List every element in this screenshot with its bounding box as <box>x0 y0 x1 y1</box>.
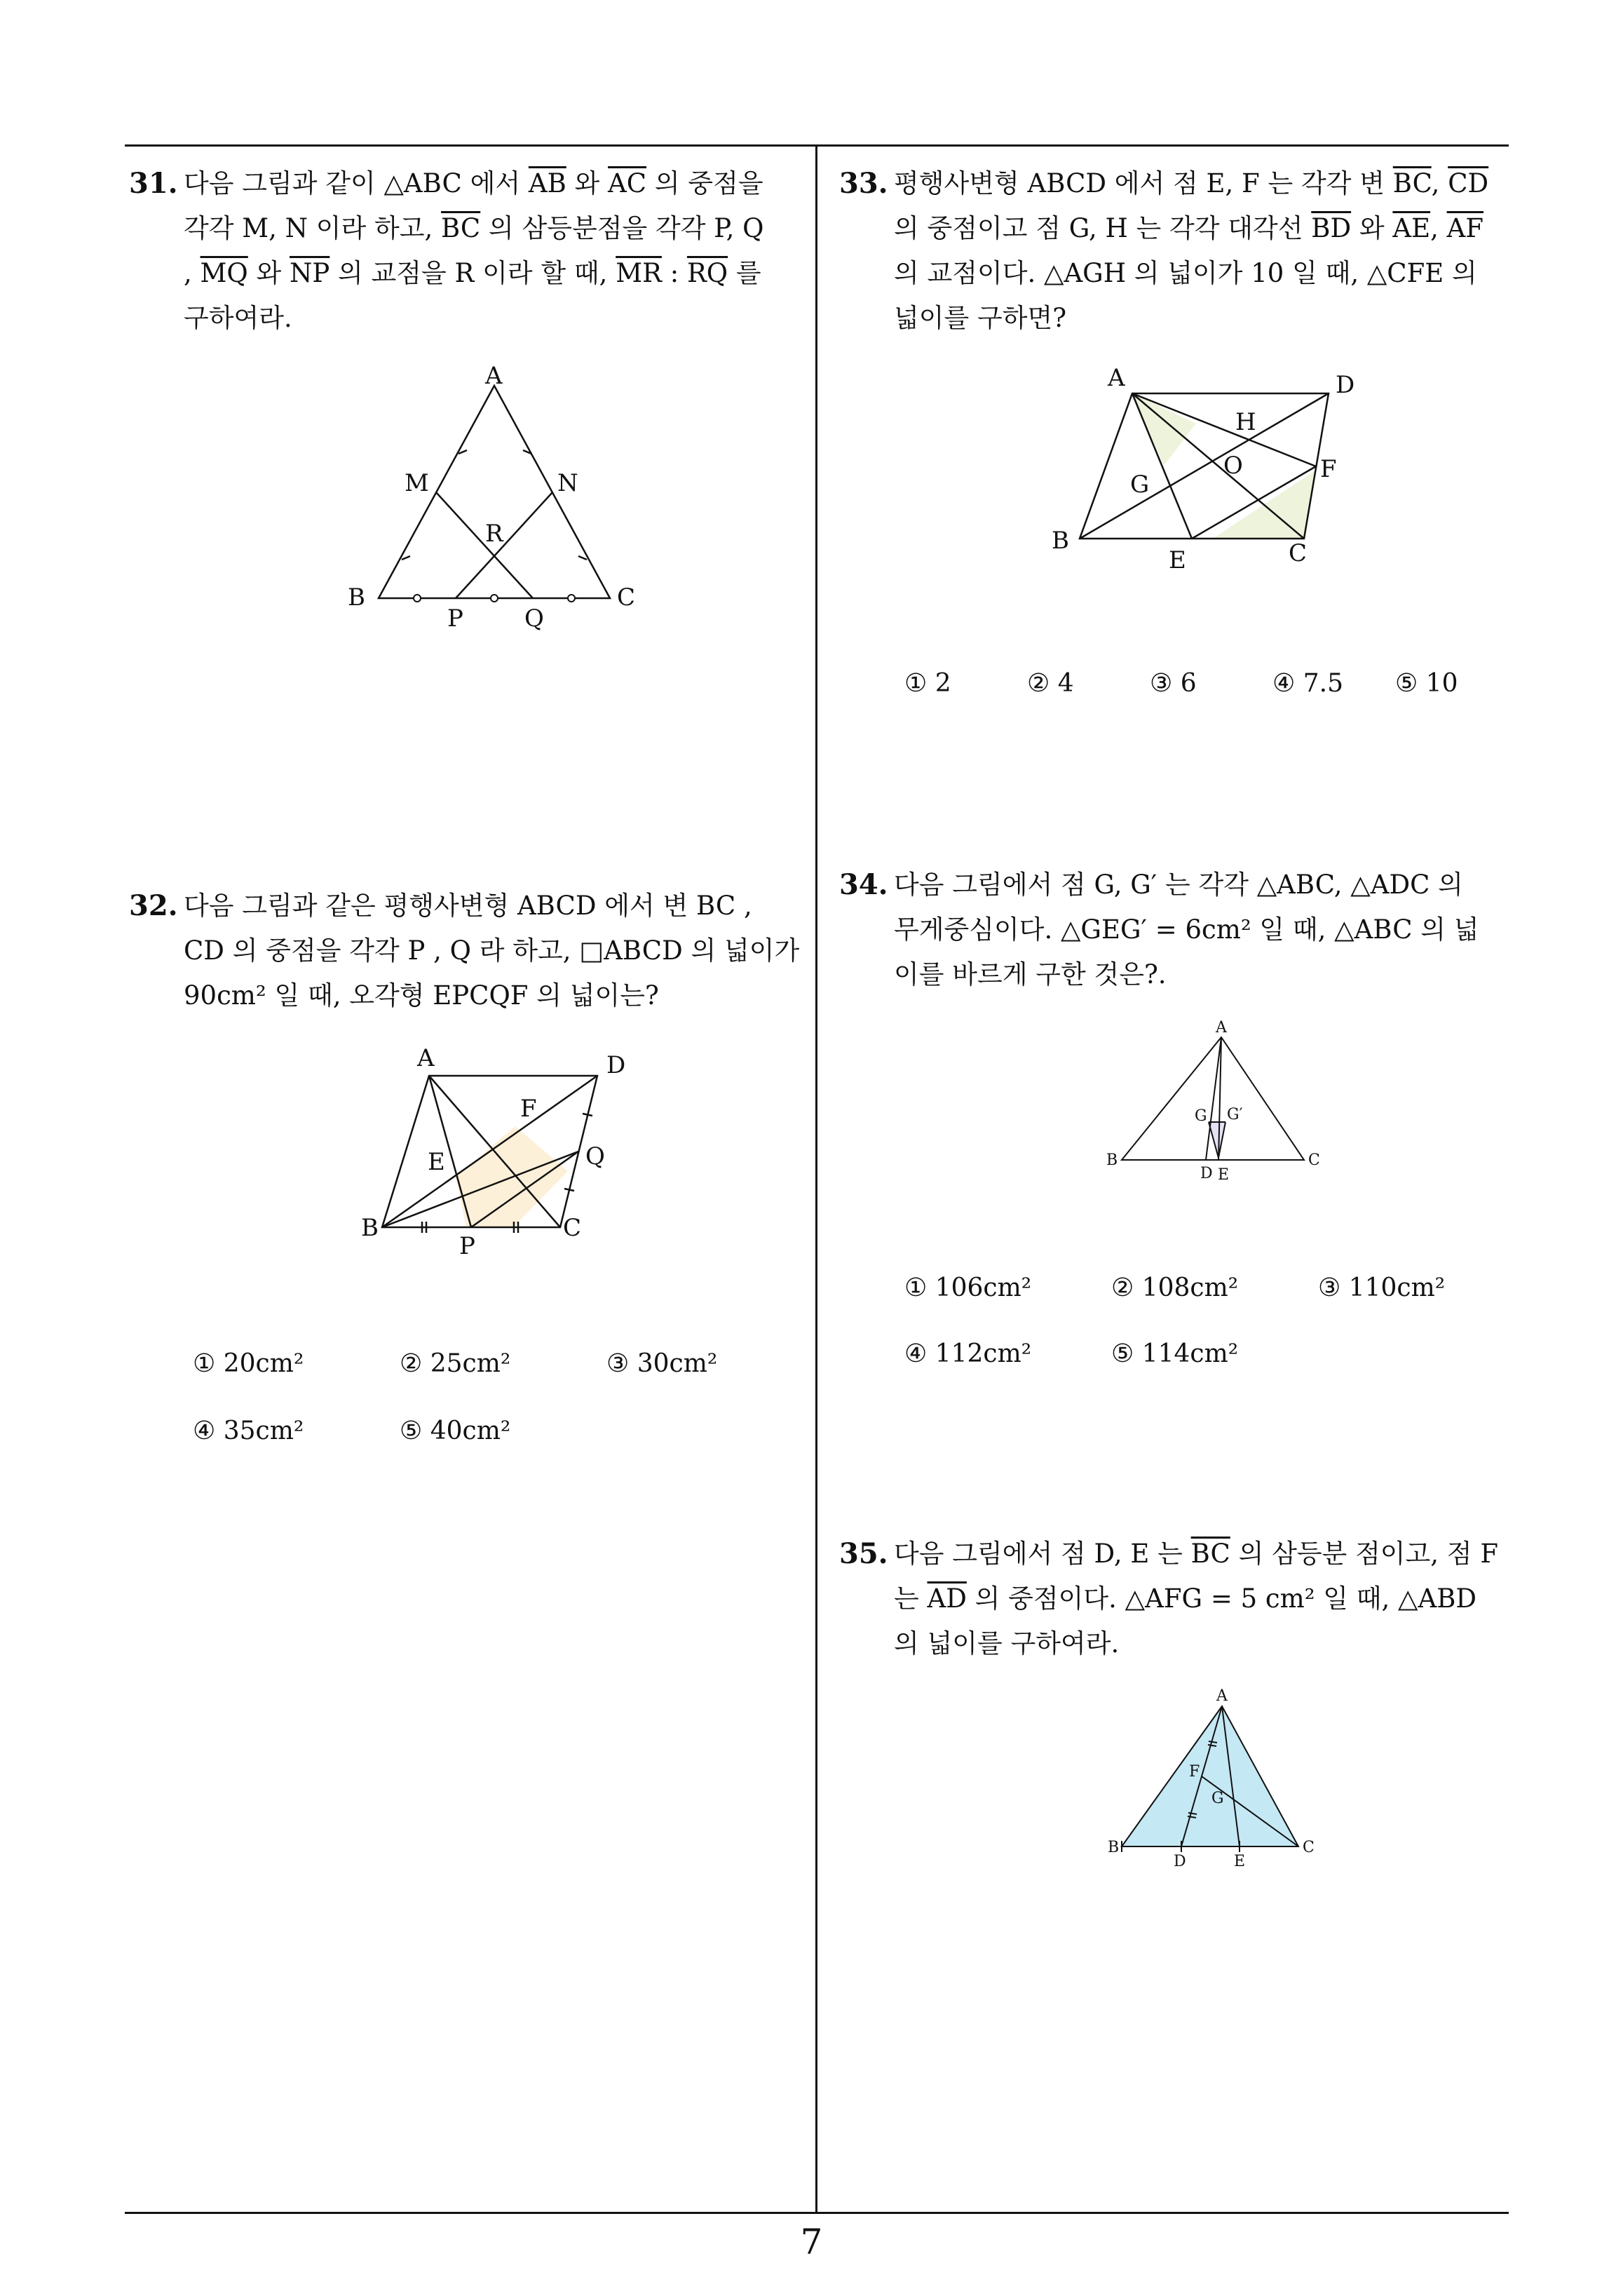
label-p: P <box>459 1232 475 1260</box>
choice-1[interactable]: ① 20cm² <box>193 1349 304 1378</box>
label-a: A <box>417 1044 435 1072</box>
question-text <box>184 884 808 1018</box>
question-35 <box>839 1532 1511 1666</box>
label-c: C <box>1308 1152 1320 1169</box>
question-line: CD 의 중점을 각각 P , Q 라 하고, □ABCD 의 넓이가 <box>184 936 800 966</box>
segment-name: $\overline{AF}$ <box>1446 213 1484 243</box>
choice-3[interactable]: ③ 110cm² <box>1318 1274 1446 1302</box>
segment-name: $\overline{AB}$ <box>528 168 566 198</box>
question-line: 는 $\overline{AD}$ 의 중점이다. △AFG = 5 cm² 일 때, △ABD <box>894 1583 1477 1614</box>
question-number: 35. <box>839 1537 888 1570</box>
question-line: 넓이를 구하면? <box>894 303 1067 333</box>
choice-3[interactable]: ③ 30cm² <box>606 1349 718 1378</box>
question-line: 의 교점이다. △AGH 의 넓이가 10 일 때, △CFE 의 <box>894 258 1477 288</box>
question-line: 다음 그림과 같이 △ABC 에서 $\overline{AB}$ 와 $\overline{AC}$ 의 중점을 <box>184 168 763 198</box>
choice-2[interactable]: ② 108cm² <box>1111 1274 1239 1302</box>
segment-name: $\overline{NP}$ <box>290 258 330 288</box>
label-o: O <box>1223 452 1243 480</box>
question-line: 각각 M, N 이라 하고, $\overline{BC}$ 의 삼등분점을 각각 P, Q <box>184 213 764 243</box>
choice-4[interactable]: ④ 35cm² <box>193 1417 304 1445</box>
label-a: A <box>485 362 503 390</box>
segment-name: $\overline{BC}$ <box>1190 1539 1230 1569</box>
label-q: Q <box>585 1142 605 1170</box>
label-d: D <box>1336 371 1355 399</box>
figure-35 <box>1101 1687 1318 1869</box>
choice-5[interactable]: ⑤ 40cm² <box>400 1417 511 1445</box>
label-c: C <box>1303 1839 1315 1856</box>
question-line: 다음 그림에서 점 D, E 는 $\overline{BC}$ 의 삼등분 점이고, 점 F <box>894 1539 1498 1569</box>
label-d: D <box>606 1051 626 1079</box>
label-b: B <box>1052 527 1069 555</box>
segment-name: $\overline{RQ}$ <box>686 258 728 288</box>
choice-1[interactable]: ① 2 <box>904 669 951 698</box>
label-h: H <box>1235 408 1256 436</box>
label-d: D <box>1174 1853 1186 1869</box>
figure-34 <box>1101 1017 1325 1192</box>
question-line: 평행사변형 ABCD 에서 점 E, F 는 각각 변 $\overline{BC}$, $\overline{CD}$ <box>894 168 1489 198</box>
question-31 <box>129 161 808 341</box>
segment-name: $\overline{CD}$ <box>1448 168 1489 198</box>
label-e: E <box>428 1148 445 1176</box>
label-g: G <box>1195 1107 1207 1125</box>
label-f: F <box>1320 455 1337 483</box>
question-line: 이를 바르게 구한 것은?. <box>894 959 1167 990</box>
page-number: 7 <box>800 2222 823 2262</box>
segment-name: $\overline{BD}$ <box>1311 213 1352 243</box>
segment-name: $\overline{AD}$ <box>927 1583 967 1614</box>
choice-4[interactable]: ④ 112cm² <box>904 1339 1032 1368</box>
question-line: 의 중점이고 점 G, H 는 각각 대각선 $\overline{BD}$ 와 $\overline{AE}$, $\overline{AF}$ <box>894 213 1484 243</box>
choice-2[interactable]: ② 25cm² <box>400 1349 511 1378</box>
label-r: R <box>485 520 503 548</box>
label-p: P <box>447 605 463 633</box>
label-f: F <box>520 1095 537 1123</box>
choice-3[interactable]: ③ 6 <box>1150 669 1197 698</box>
question-line: 다음 그림과 같은 평행사변형 ABCD 에서 변 BC , <box>184 891 752 921</box>
choice-1[interactable]: ① 106cm² <box>904 1274 1032 1302</box>
label-b: B <box>361 1214 379 1242</box>
segment-name: $\overline{MQ}$ <box>200 258 248 288</box>
question-text <box>184 161 808 341</box>
question-32 <box>129 884 808 1018</box>
label-b: B <box>1106 1152 1118 1169</box>
label-b: B <box>348 583 365 612</box>
label-g: G <box>1130 471 1150 499</box>
label-n: N <box>557 469 578 497</box>
segment-name: $\overline{MR}$ <box>616 258 662 288</box>
choice-2[interactable]: ② 4 <box>1027 669 1074 698</box>
question-text <box>894 863 1511 997</box>
segment-name: $\overline{BC}$ <box>441 213 481 243</box>
label-a: A <box>1216 1019 1227 1036</box>
label-c: C <box>563 1214 582 1242</box>
figure-31 <box>337 358 652 638</box>
label-e: E <box>1218 1166 1230 1184</box>
choice-5[interactable]: ⑤ 114cm² <box>1111 1339 1239 1368</box>
label-e: E <box>1234 1853 1246 1869</box>
label-m: M <box>405 469 429 497</box>
segment-name: $\overline{AE}$ <box>1392 213 1431 243</box>
label-q: Q <box>524 605 544 633</box>
label-b: B <box>1108 1839 1120 1856</box>
question-text <box>894 1532 1511 1666</box>
label-a: A <box>1216 1687 1228 1705</box>
question-line: 다음 그림에서 점 G, G′ 는 각각 △ABC, △ADC 의 <box>894 870 1463 900</box>
question-number: 34. <box>839 868 888 901</box>
column-divider <box>815 144 817 2213</box>
label-d: D <box>1200 1165 1213 1182</box>
question-line: , $\overline{MQ}$ 와 $\overline{NP}$ 의 교점을 R 이라 할 때, $\overline{MR}$ : $\overline{RQ}$ 를 <box>184 258 761 288</box>
segment-name: $\overline{BC}$ <box>1392 168 1432 198</box>
question-number: 32. <box>129 889 178 922</box>
question-line: 무게중심이다. △GEG′ = 6cm² 일 때, △ABC 의 넓 <box>894 914 1479 945</box>
question-line: 의 넓이를 구하여라. <box>894 1628 1120 1659</box>
label-e: E <box>1169 546 1186 574</box>
label-c: C <box>1289 539 1308 567</box>
label-g-prime: G′ <box>1227 1106 1243 1123</box>
label-c: C <box>617 583 636 612</box>
question-34 <box>839 863 1511 997</box>
bottom-rule <box>125 2212 1509 2214</box>
label-g: G <box>1211 1790 1224 1807</box>
question-text <box>894 161 1511 341</box>
segment-name: $\overline{AC}$ <box>608 168 647 198</box>
choice-4[interactable]: ④ 7.5 <box>1272 669 1343 698</box>
question-33 <box>839 161 1511 341</box>
choice-5[interactable]: ⑤ 10 <box>1395 669 1458 698</box>
question-number: 33. <box>839 167 888 200</box>
label-a: A <box>1108 364 1125 392</box>
question-number: 31. <box>129 167 178 200</box>
figure-33 <box>1052 358 1381 582</box>
label-f: F <box>1189 1763 1200 1781</box>
figure-32 <box>354 1038 648 1262</box>
question-line: 90cm² 일 때, 오각형 EPCQF 의 넓이는? <box>184 980 659 1011</box>
question-line: 구하여라. <box>184 303 292 333</box>
